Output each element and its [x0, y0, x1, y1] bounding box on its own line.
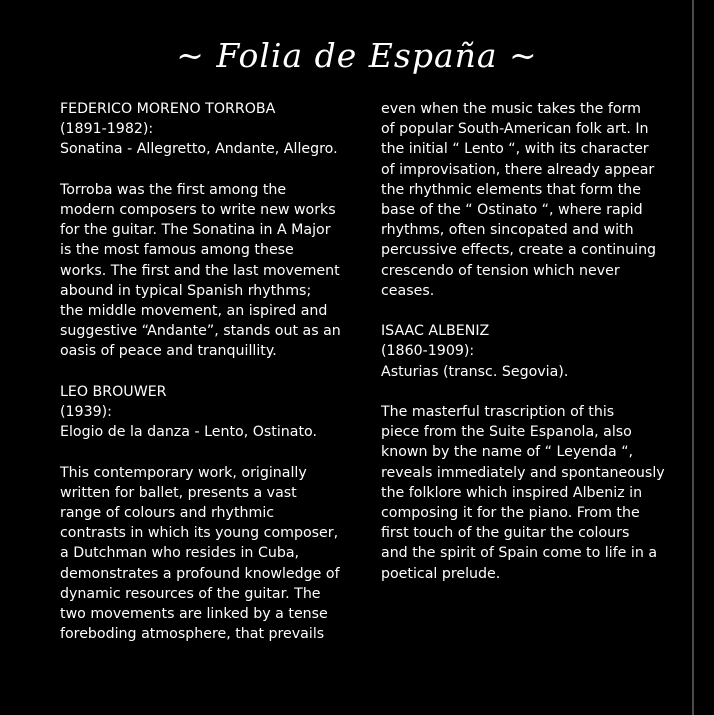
paragraph-line: the rhythmic elements that form the — [381, 181, 641, 198]
paragraph-line: works. The first and the last movement — [60, 262, 340, 279]
paragraph-line: suggestive “Andante”, stands out as an — [60, 323, 341, 340]
paragraph-line: the initial “ Lento “, with its character — [381, 141, 649, 158]
paragraph-line: range of colours and rhythmic — [60, 505, 275, 522]
brouwer-composer: LEO BROUWER — [60, 383, 167, 400]
paragraph-line: the folklore which inspired Albeniz in — [381, 484, 643, 501]
albeniz-dates: (1860-1909): — [381, 343, 475, 360]
paragraph-line: modern composers to write new works — [60, 202, 336, 218]
right-column — [381, 99, 681, 584]
paragraph-line: foreboding atmosphere, that prevails — [60, 626, 325, 643]
paragraph-line: a Dutchman who resides in Cuba, — [60, 545, 300, 562]
paragraph-line: poetical prelude. — [381, 565, 501, 582]
paragraph-line: demonstrates a profound knowledge of — [60, 565, 340, 582]
paragraph-line: rhythms, often sincopated and with — [381, 222, 634, 239]
spacer — [381, 382, 681, 402]
page-edge-divider — [692, 0, 694, 715]
torroba-work: Sonatina - Allegretto, Andante, Allegro. — [60, 141, 338, 158]
paragraph-line: even when the music takes the form — [381, 101, 641, 117]
spacer — [60, 442, 360, 462]
paragraph-line: base of the “ Ostinato “, where rapid — [381, 202, 643, 219]
paragraph-line: This contemporary work, originally — [60, 464, 307, 481]
paragraph-line: Torroba was the first among the — [60, 181, 287, 198]
paragraph-line: reveals immediately and spontaneously — [381, 464, 665, 481]
paragraph-line: is the most famous among these — [60, 242, 294, 259]
torroba-paragraph — [60, 180, 360, 362]
paragraph-line: oasis of peace and tranquillity. — [60, 343, 277, 360]
paragraph-line: ceases. — [381, 282, 435, 299]
spacer — [381, 301, 681, 321]
paragraph-line: the middle movement, an ispired and — [60, 303, 328, 320]
albeniz-work: Asturias (transc. Segovia). — [381, 363, 569, 380]
paragraph-line: The masterful trascription of this — [381, 404, 615, 421]
albeniz-composer: ISAAC ALBENIZ — [381, 323, 490, 340]
paragraph-line: and the spirit of Spain come to life in a — [381, 545, 658, 562]
spacer — [60, 160, 360, 180]
paragraph-line: for the guitar. The Sonatina in A Major — [60, 222, 331, 239]
albeniz-paragraph — [381, 402, 681, 584]
paragraph-line: dynamic resources of the guitar. The — [60, 585, 321, 602]
paragraph-line: written for ballet, presents a vast — [60, 484, 297, 501]
paragraph-line: abound in typical Spanish rhythms; — [60, 282, 312, 299]
page-title: ~ Folia de España ~ — [176, 36, 538, 75]
paragraph-line: first touch of the guitar the colours — [381, 525, 630, 542]
brouwer-paragraph-continued — [381, 99, 681, 301]
paragraph-line: piece from the Suite Espanola, also — [381, 424, 632, 441]
left-column — [60, 99, 360, 644]
paragraph-line: two movements are linked by a tense — [60, 606, 328, 623]
spacer — [60, 362, 360, 382]
paragraph-line: contrasts in which its young composer, — [60, 525, 339, 542]
paragraph-line: crescendo of tension which never — [381, 262, 620, 279]
torroba-composer: FEDERICO MORENO TORROBA — [60, 101, 276, 117]
paragraph-line: of popular South-American folk art. In — [381, 121, 649, 138]
paragraph-line: composing it for the piano. From the — [381, 505, 640, 522]
paragraph-line: of improvisation, there already appear — [381, 161, 655, 178]
brouwer-dates: (1939): — [60, 404, 112, 421]
brouwer-work: Elogio de la danza - Lento, Ostinato. — [60, 424, 317, 441]
paragraph-line: percussive effects, create a continuing — [381, 242, 657, 259]
paragraph-line: known by the name of “ Leyenda “, — [381, 444, 634, 461]
torroba-dates: (1891-1982): — [60, 121, 154, 138]
brouwer-paragraph — [60, 463, 360, 645]
